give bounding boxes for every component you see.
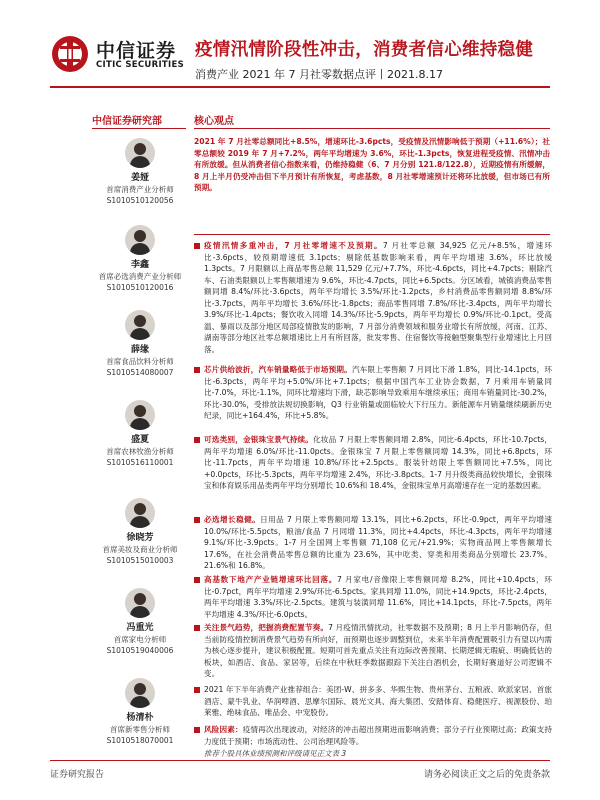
brand-name-en: CITIC SECURITIES <box>96 60 185 70</box>
section-body: 7 月疫情汛情扰动，社零数据不及预期；8 月上半月影响仍存，但当前防疫情控制消费景气趋势有所向好，而预期也逐步调整到位，未来半年消费配置吸引力有望以内需为核心逐步提升，建议积极配置。短期可首先重点关注有边际改善预期、长期逻辑无瑕疵、明确低估的板块，如酒店、食品、家居等，后续在中秋旺季数据跟踪下关注白酒机会，长期好赛道好公司逻辑不变。 <box>204 623 552 678</box>
analyst-name: 薛缘 <box>130 345 149 355</box>
analyst-column <box>0 100 188 750</box>
core-views-title: 核心观点 <box>194 116 234 127</box>
team-divider <box>92 128 186 129</box>
bullet-marker <box>194 727 200 733</box>
analyst-name: 李鑫 <box>130 260 149 270</box>
analyst-card <box>92 678 188 746</box>
bullet-marker <box>194 243 200 249</box>
section-necessities <box>194 514 552 572</box>
report-header <box>0 0 600 108</box>
analyst-name: 杨清朴 <box>126 713 154 723</box>
analyst-name: 冯重光 <box>126 623 154 633</box>
bullet-marker <box>194 437 200 443</box>
section-body: 7 月家电/音像限上零售额同增 8.2%，同比+10.4pcts，环比-0.7pct，两年平均增速 2.9%/环比-6.5pcts。家具同增 11.0%，同比+14.9pcts，环比-2.4pcts，两年平均增速 3.3%/环比-2.5pcts。建筑与装潢同增 11.6%，同比+14.1pcts，环比-7.5pcts，两年平均增速 4.3%/环比-6.0pcts。 <box>204 575 552 619</box>
section-heading: 必选增长稳健。 <box>204 515 261 524</box>
footer-report-type: 证券研究报告 <box>50 770 105 780</box>
analyst-name: 盛夏 <box>130 435 149 445</box>
section-epidemic <box>194 240 552 355</box>
analyst-card <box>92 588 188 656</box>
bullet-marker <box>194 625 200 631</box>
analyst-role: 首席消费产业分析师 <box>106 185 174 194</box>
avatar <box>125 588 155 618</box>
analyst-name: 姜娅 <box>130 173 149 183</box>
analyst-card <box>92 138 188 206</box>
analyst-role: 首席美妆及商业分析师 <box>102 545 178 554</box>
section-auto <box>194 364 552 422</box>
section-allocation <box>194 622 552 680</box>
avatar <box>125 225 155 255</box>
report-subtitle: 消费产业 2021 年 7 月社零数据点评丨2021.8.17 <box>195 68 443 81</box>
analyst-cert: S1010510120016 <box>106 283 174 292</box>
section-heading: 疫情汛情多重冲击，7 月社零增速不及预期。 <box>204 241 383 250</box>
abstract-paragraph: 2021 年 7 月社零总额同比+8.5%，增速环比-3.6pcts，受疫情及汛情影响低于预期（+11.6%）；社零总额较 2019 年 7 月+7.2%，两年平均增速为 3.6%，环比-1.3pcts，恢复进程受疫情、汛情冲击有所放缓。但从消费者信心指数来看，仍维持稳健（6、7 月分别 121.8/122.8），近期疫情有所缓解，8 月上半月仍受冲击但下半月预计有所恢复，考虑基数，8 月社零增速预计还将环比放缓，但市场已有所预期。 <box>194 137 550 192</box>
section-heading: 可选类别，金银珠宝景气持续。 <box>204 435 314 444</box>
section-portfolio <box>194 684 552 719</box>
analyst-cert: S1010515010003 <box>106 556 174 565</box>
avatar <box>125 310 155 340</box>
analyst-role: 首席新零售分析师 <box>110 725 170 734</box>
avatar <box>125 498 155 528</box>
analyst-cert: S1010514080007 <box>106 368 174 377</box>
analyst-role: 首席必选消费产业分析师 <box>98 272 182 281</box>
section-body: 日用品 7 月限上零售额同增 13.1%，同比+6.2pcts，环比-0.9pct，两年平均增速 10.0%/环比-5.5pcts，粮油/食品 7 月同增 11.3%，同比+4.4pcts，环比-4.3pcts，两年平均增速 9.1%/环比-3.9pcts。1-7 月全国网上零售额 71,108 亿元/+21.9%；实物商品网上零售额增长 17.6%，在社会消费品零售总额的比重为 23.6%，其中吃类、穿类和用类商品分别增长 23.7%、21.6%和 16.8%。 <box>204 515 552 570</box>
section-optional <box>194 434 552 492</box>
brand-logo <box>50 34 210 78</box>
bullet-marker <box>194 517 200 523</box>
analyst-cert: S1010516110001 <box>106 458 174 467</box>
core-views-column <box>194 100 552 760</box>
analyst-role: 首席家电分析师 <box>113 635 167 644</box>
analyst-role: 首席农林牧渔分析师 <box>106 447 174 456</box>
analyst-card <box>92 310 188 378</box>
section-risk <box>194 724 552 747</box>
brand-name-cn: 中信证券 <box>96 40 177 62</box>
section-heading: 关注景气趋势，把握消费配置节奏。 <box>204 623 329 632</box>
section-body: 疫情再次出现波动，对经济的冲击超出预期进而影响消费；部分子行业预期过高；政策支持力度低于预期；市场流动性、公司治理风险等。 <box>204 725 553 746</box>
analyst-role: 首席食品饮料分析师 <box>106 357 174 366</box>
bullet-marker <box>194 577 200 583</box>
section-heading: 风险因素： <box>204 725 243 734</box>
avatar <box>125 138 155 168</box>
bullet-marker <box>194 687 200 693</box>
section-body: 化妆品 7 月限上零售额同增 2.8%，同比-6.4pcts，环比-10.7pcts，两年平均增速 6.0%/环比-11.0pcts。金银珠宝 7 月限上零售额同增 14.3%，同比+6.8pcts，环比-11.7pcts，两年平均增速 10.8%/环比+2.5pcts。服装针纺限上零售额同比+7.5%，同比+0.0pcts，环比-5.3pcts，两年平均增速 2.4%，环比-3.8pcts。1-7 月升级类商品较快增长，金银珠宝和体育娱乐用品类两年平均分别增长 10.6%和 18.4%，金银珠宝单月高增速存在一定的基数因素。 <box>204 435 552 490</box>
section-body: 汽车限上零售额 7 月同比下滑 1.8%，同比-14.1pcts，环比-6.3pcts，两年平均+5.0%/环比+7.1pcts；根据中国汽车工业协会数据，7 月乘用车销量同比-7.0%，环比-1.1%，同环比增速均下滑，缺芯影响导致乘用车继续承压；商用车销量同比-30.2%，环比-30.0%，受排放法规切换影响，Q3 行业销量或面临较大下行压力。新能源车月销量继续刷新历史纪录，同比+164.4%，环比+5.8%。 <box>204 365 552 420</box>
analyst-cert: S1010519040006 <box>106 646 174 655</box>
citic-logo-icon <box>50 34 90 74</box>
footer-disclaimer: 请务必阅读正文之后的免责条款 <box>423 770 550 780</box>
footer-divider <box>50 760 550 761</box>
recommendation-note: 推荐个股具体业绩预测和评级请见正文表 3 <box>204 749 347 758</box>
core-views-divider <box>194 128 550 129</box>
section-body: 2021 年下半年消费产业推荐组合：美团-W、拼多多、华熙生物、贵州茅台、五粮液、欧派家居、首旅酒店、蒙牛乳业、华润啤酒、思摩尔国际、晨光文具、海大集团、安踏体育、稳健医疗、视源股份、珀莱雅、绝味食品、唯品会、中宠股份。 <box>204 685 552 717</box>
analyst-card <box>92 400 188 468</box>
analyst-card <box>92 498 188 566</box>
section-heading: 高基数下地产产业链增速环比回落。 <box>204 575 338 584</box>
section-body: 7 月社零总额 34,925 亿元/+8.5%，增速环比-3.6pcts，较预期增速低 3.1pcts；剔除低基数影响来看，两年平均增速 3.6%，环比放缓 1.3pcts。7 月限额以上商品零售总额 11,529 亿元/+7.7%，环比-4.6pcts，同比+4.7pcts；剔除汽车、石油类限额以上零售额增速为 9.6%，环比-4.7pcts，同比+6.5pcts。分区域看，城镇消费品零售额同增 8.4%/环比-3.6pcts，两年平均增长 3.5%/环比-1.2pcts，乡村消费品零售额同增 8.8%/环比-3.7pcts，两年平均增长 3.6%/环比-1.8pcts；商品零售同增 7.8%/环比-3.4pcts，两年平均增长 3.9%/环比-1.4pcts；餐饮收入同增 14.3%/环比-5.9pcts，两年平均增长 0.9%/环比-0.1pct。受高温、暴雨以及部分地区局部疫情散发的影响，7 月部分消费领域和服务业增长有所放缓，河南、江苏、湖南等部分地区社零总额增速比上月有所回落，批发零售、住宿餐饮等接触型聚集型行业增速比上月回落。 <box>204 241 552 354</box>
abstract-divider <box>194 234 550 235</box>
section-heading: 芯片供给波折，汽车销量略低于市场预期。 <box>204 365 352 374</box>
report-title: 疫情汛情阶段性冲击，消费者信心维持稳健 <box>195 40 534 60</box>
section-real-estate-chain <box>194 574 552 620</box>
bullet-marker <box>194 367 200 373</box>
analyst-cert: S1010510120056 <box>106 196 174 205</box>
header-divider <box>50 86 550 88</box>
avatar <box>125 400 155 430</box>
analyst-card <box>92 225 188 293</box>
team-title: 中信证券研究部 <box>92 116 162 127</box>
analyst-name: 徐晓芳 <box>126 533 154 543</box>
analyst-cert: S1010518070001 <box>106 736 174 745</box>
avatar <box>125 678 155 708</box>
